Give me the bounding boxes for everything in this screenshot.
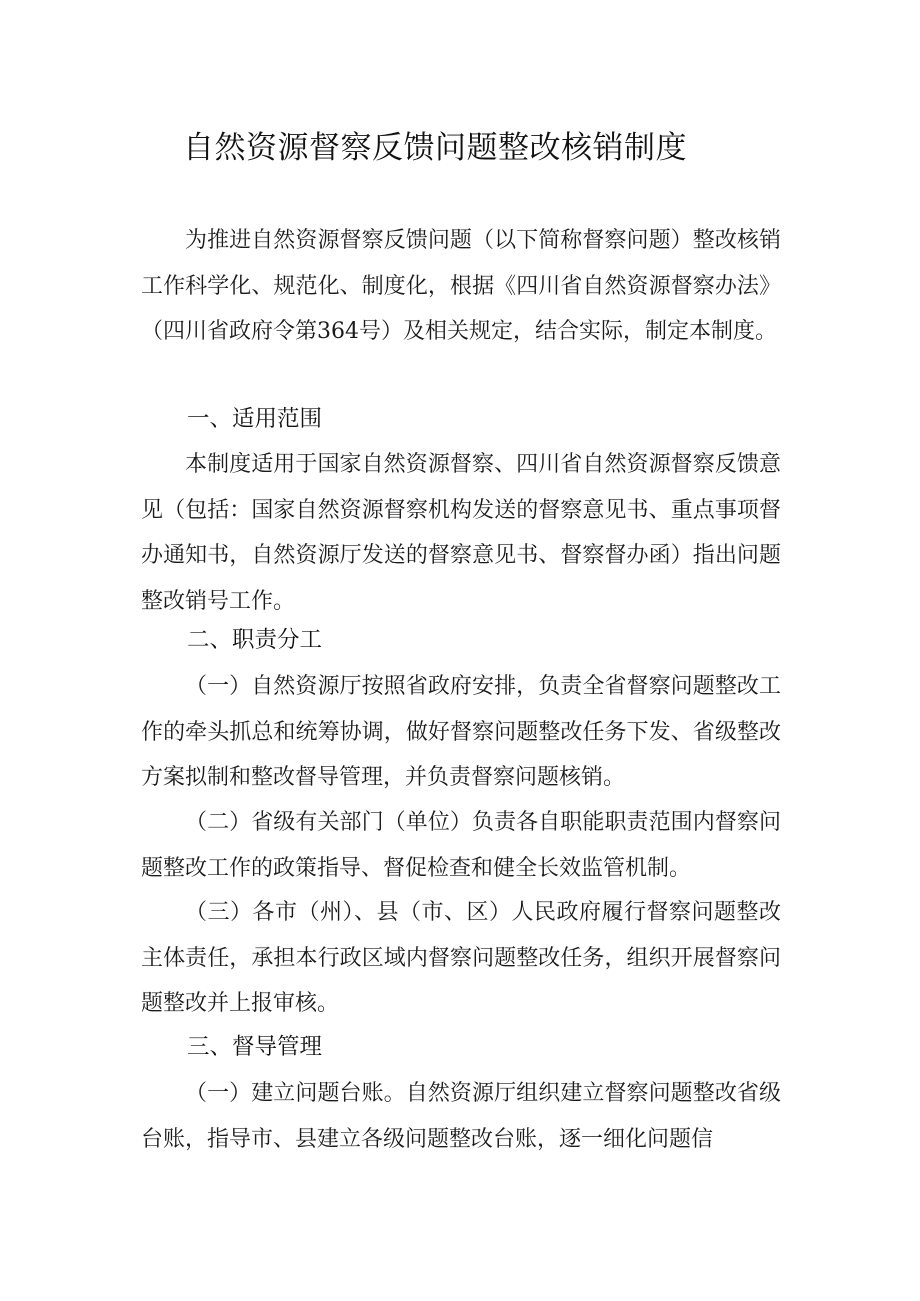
section-2-heading-block bbox=[141, 618, 781, 664]
responsibility-paragraph-3: （三）各市（州）、县（市、区）人民政府履行督察问题整改主体责任，承担本行政区域内督察问题整改任务，组织开展督察问题整改并上报审核。 bbox=[141, 900, 781, 1016]
responsibility-paragraph-1: （一）自然资源厅按照省政府安排，负责全省督察问题整改工作的牵头抓总和统筹协调，做好督察问题整改任务下发、省级整改方案拟制和整改督导管理，并负责督察问题核销。 bbox=[141, 674, 781, 790]
section-3-item-1 bbox=[141, 1071, 781, 1162]
section-1-heading-block bbox=[141, 397, 781, 443]
section-3-heading-block bbox=[141, 1025, 781, 1071]
intro-paragraph-block bbox=[141, 218, 781, 355]
section-heading-scope: 一、适用范围 bbox=[187, 406, 323, 432]
responsibility-paragraph-2: （二）省级有关部门（单位）负责各自职能职责范围内督察问题整改工作的政策指导、督促检查和健全长效监管机制。 bbox=[141, 810, 781, 881]
section-heading-responsibilities: 二、职责分工 bbox=[187, 627, 323, 653]
scope-paragraph: 本制度适用于国家自然资源督察、四川省自然资源督察反馈意见（包括：国家自然资源督察机构发送的督察意见书、重点事项督办通知书，自然资源厅发送的督察意见书、督察督办函）指出问题整改销号工作。 bbox=[141, 452, 781, 614]
intro-paragraph: 为推进自然资源督察反馈问题（以下简称督察问题）整改核销工作科学化、规范化、制度化，根据《四川省自然资源督察办法》（四川省政府令第364号）及相关规定，结合实际，制定本制度。 bbox=[141, 228, 781, 344]
section-2-item-3 bbox=[141, 890, 781, 1027]
section-1-body bbox=[141, 442, 781, 624]
section-heading-supervision: 三、督导管理 bbox=[187, 1034, 323, 1060]
section-2-item-1 bbox=[141, 664, 781, 801]
section-2-item-2 bbox=[141, 800, 781, 891]
document-title: 自然资源督察反馈问题整改核销制度 bbox=[183, 130, 687, 166]
supervision-paragraph-1: （一）建立问题台账。自然资源厅组织建立督察问题整改省级台账，指导市、县建立各级问题整改台账，逐一细化问题信 bbox=[141, 1081, 781, 1152]
